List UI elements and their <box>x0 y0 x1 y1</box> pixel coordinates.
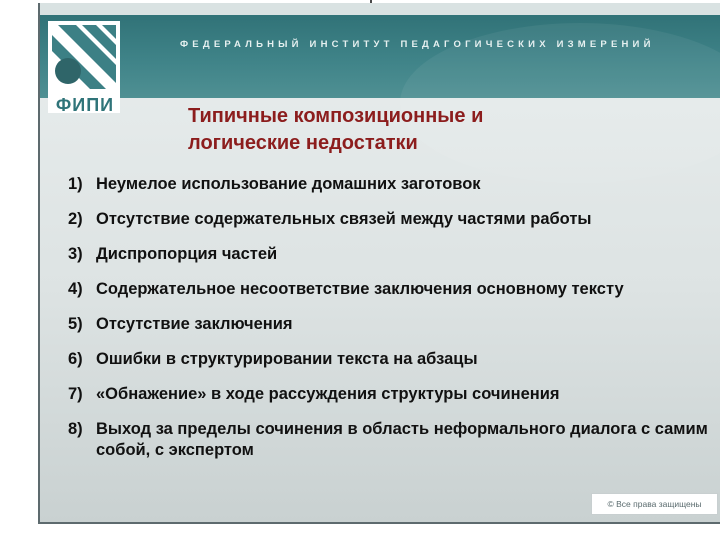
list-item <box>68 174 718 195</box>
item-text: Неумелое использование домашних заготовок <box>96 175 481 193</box>
institute-name: ФЕДЕРАЛЬНЫЙ ИНСТИТУТ ПЕДАГОГИЧЕСКИХ ИЗМЕРЕНИЙ <box>180 39 655 50</box>
logo-emblem-icon <box>48 21 120 93</box>
copyright-badge: © Все права защищены <box>591 493 718 515</box>
item-number: 5) <box>68 315 83 333</box>
item-number: 2) <box>68 210 83 228</box>
slide <box>38 3 720 524</box>
issues-list <box>68 174 718 475</box>
item-number: 7) <box>68 385 83 403</box>
list-item <box>68 314 718 335</box>
header-stripe <box>40 3 720 15</box>
item-number: 1) <box>68 175 83 193</box>
logo-text: ФИПИ <box>55 95 115 115</box>
slide-title <box>188 103 483 157</box>
item-text: Диспропорция частей <box>96 245 278 263</box>
item-number: 6) <box>68 350 83 368</box>
item-text: Ошибки в структурировании текста на абзацы <box>96 350 478 368</box>
item-text: «Обнажение» в ходе рассуждения структуры сочинения <box>96 385 560 403</box>
list-item <box>68 209 718 230</box>
item-text: Выход за пределы сочинения в область неформального диалога с самим собой, с экспертом <box>96 420 708 459</box>
list-item <box>68 244 718 265</box>
item-text: Отсутствие содержательных связей между частями работы <box>96 210 592 228</box>
item-number: 3) <box>68 245 83 263</box>
list-item <box>68 419 718 461</box>
item-number: 4) <box>68 280 83 298</box>
fipi-logo <box>48 21 120 113</box>
header-band <box>40 3 720 98</box>
item-text: Отсутствие заключения <box>96 315 293 333</box>
list-item <box>68 384 718 405</box>
item-number: 8) <box>68 420 83 438</box>
list-item <box>68 279 718 300</box>
list-item <box>68 349 718 370</box>
title-line-2: логические недостатки <box>188 132 418 154</box>
title-line-1: Типичные композиционные и <box>188 105 484 127</box>
item-text: Содержательное несоответствие заключения основному тексту <box>96 280 624 298</box>
